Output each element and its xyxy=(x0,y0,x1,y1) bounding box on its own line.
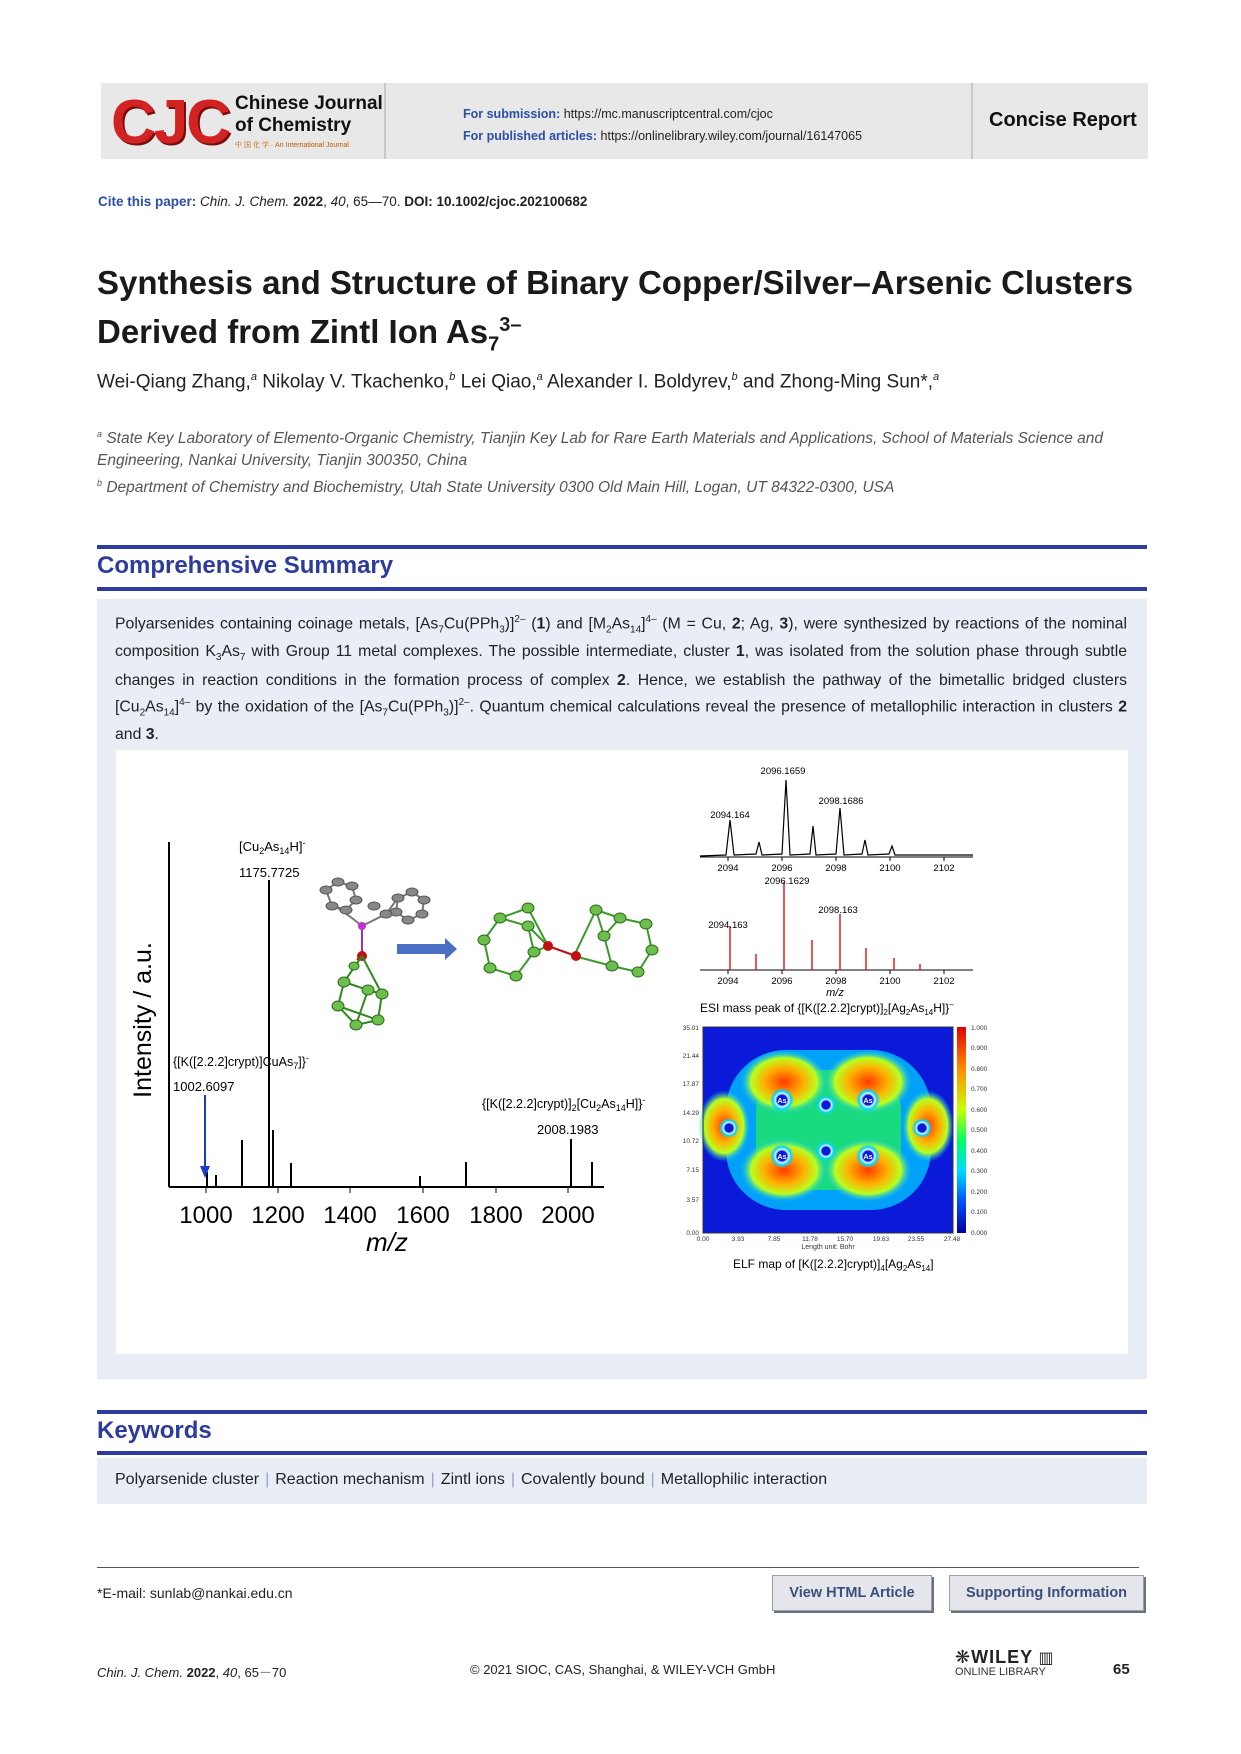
elf-y-ticks xyxy=(683,1025,700,1237)
cite-year: 2022 xyxy=(293,194,324,209)
svg-text:0.400: 0.400 xyxy=(971,1148,988,1155)
section-rule-top xyxy=(97,545,1147,549)
svg-text:0.100: 0.100 xyxy=(971,1209,988,1216)
svg-text:21.44: 21.44 xyxy=(682,1053,699,1060)
iso-sim-plot xyxy=(700,876,973,999)
svg-text:11.78: 11.78 xyxy=(802,1236,818,1243)
author[interactable]: Alexander I. Boldyrev, xyxy=(547,371,732,393)
submission-label: For submission: xyxy=(463,107,561,121)
author-aff: a xyxy=(250,371,257,383)
keywords-heading: Keywords xyxy=(97,1417,212,1444)
iso-tick: 2098 xyxy=(825,863,847,874)
peak1-formula: $[Cu_2As_{14}H]^-$ xyxy=(239,838,306,856)
iso-tick: 2096 xyxy=(771,863,793,874)
author[interactable]: Lei Qiao, xyxy=(460,371,537,393)
affiliation-text: State Key Laboratory of Elemento-Organic Chemistry, Tianjin Key Lab for Rare Earth Materials and Applications, School of Materials Science and Engineering, Nankai University, Tianjin 300350, China xyxy=(97,430,1103,470)
elf-atom-label: As xyxy=(863,1098,873,1105)
article-type: Concise Report xyxy=(989,109,1137,131)
affiliation-mark: b xyxy=(97,478,103,489)
ms-x-label: m/z xyxy=(366,1227,408,1257)
svg-text:0.500: 0.500 xyxy=(971,1127,988,1134)
affiliation-mark: a xyxy=(97,429,103,439)
graphical-abstract-svg xyxy=(116,750,1128,1354)
elf-atom-label: As xyxy=(863,1154,873,1161)
copyright: © 2021 SIOC, CAS, Shanghai, & WILEY-VCH GmbH xyxy=(470,1662,776,1677)
cite-doi[interactable]: DOI: 10.1002/cjoc.202100682 xyxy=(404,194,588,209)
peak3-mz: 2008.1983 xyxy=(537,1122,599,1137)
author-aff: b xyxy=(449,371,456,383)
title-sup: 3– xyxy=(499,314,522,336)
elf-caption: ELF map of $[K([2.2.2]crypt)]_4[Ag_2As_{14}]$ xyxy=(733,1257,934,1273)
elf-x-ticks xyxy=(697,1236,961,1243)
journal-name-line1: Chinese Journal xyxy=(235,93,383,114)
iso-tick: 2098 xyxy=(825,976,847,987)
cite-line: Cite this paper: Chin. J. Chem. 2022, 40, 65—70. DOI: 10.1002/cjoc.202100682 xyxy=(98,194,588,209)
footer-pages: , 65－70 xyxy=(237,1665,287,1680)
molecule-cu2as14 xyxy=(478,903,658,981)
author-list xyxy=(97,371,939,393)
ms-tick-label: 1600 xyxy=(396,1202,450,1229)
svg-text:0.000: 0.000 xyxy=(971,1230,988,1237)
svg-text:7.85: 7.85 xyxy=(767,1236,781,1243)
cite-volume: 40 xyxy=(330,194,346,209)
footer-citation: Chin. J. Chem. 2022, 40, 65－70 xyxy=(97,1665,287,1680)
publisher-sub: ONLINE LIBRARY xyxy=(955,1666,1046,1678)
summary-box xyxy=(97,599,1147,1379)
elf-atom-label: As xyxy=(777,1098,787,1105)
svg-text:35.01: 35.01 xyxy=(682,1025,699,1032)
author-aff: b xyxy=(731,371,738,383)
iso-tick: 2094 xyxy=(717,863,739,874)
footer-rule xyxy=(97,1567,1139,1568)
supporting-info-button[interactable]: Supporting Information xyxy=(949,1575,1144,1611)
peak1-mz: 1175.7725 xyxy=(239,865,300,880)
svg-text:0.00: 0.00 xyxy=(696,1236,710,1243)
affiliation-b xyxy=(97,472,1147,499)
keyword[interactable]: Polyarsenide cluster xyxy=(115,1471,260,1488)
keyword-separator: | xyxy=(650,1471,655,1488)
elf-atom-label: As xyxy=(777,1154,787,1161)
svg-text:7.15: 7.15 xyxy=(686,1167,699,1174)
article-title xyxy=(97,262,1157,366)
footer-year: 2022 xyxy=(186,1665,216,1680)
graphical-abstract xyxy=(116,750,1128,1354)
svg-text:27.48: 27.48 xyxy=(943,1236,961,1243)
peak2-mz: 1002.6097 xyxy=(173,1079,235,1094)
author-aff: a xyxy=(933,371,940,383)
author-aff: a xyxy=(536,371,543,383)
logo-mark: CJC xyxy=(111,88,230,157)
svg-text:0.900: 0.900 xyxy=(971,1045,988,1052)
journal-name-line2: of Chemistry xyxy=(235,115,352,136)
iso-sim-label: 2096.1629 xyxy=(764,876,810,887)
ms-tick-label: 1000 xyxy=(179,1202,233,1229)
published-label: For published articles: xyxy=(463,129,598,143)
svg-text:1.000: 1.000 xyxy=(971,1025,988,1032)
svg-text:0.700: 0.700 xyxy=(971,1086,988,1093)
iso-sim-label: 2098.163 xyxy=(818,905,858,916)
author[interactable]: Wei-Qiang Zhang, xyxy=(97,371,251,393)
title-line2-text: Derived from Zintl Ion As xyxy=(97,313,489,350)
elf-map xyxy=(683,1025,988,1273)
author[interactable]: and Zhong-Ming Sun*, xyxy=(742,371,934,393)
footer-journal: Chin. J. Chem. xyxy=(97,1665,183,1680)
journal-subtitle: 中 国 化 学 · An International Journal xyxy=(235,142,349,149)
peak2-formula: {[K([2.2.2]crypt)]CuAs$_7$]}- xyxy=(173,1053,309,1071)
keywords-box xyxy=(97,1458,1147,1504)
journal-header xyxy=(101,83,1148,159)
affiliation-text: Department of Chemistry and Biochemistry, Utah State University 0300 Old Main Hill, Logan, UT 84322-0300, USA xyxy=(106,479,895,497)
footer-volume: 40 xyxy=(222,1665,238,1680)
svg-text:15.70: 15.70 xyxy=(836,1236,854,1243)
svg-text:10.72: 10.72 xyxy=(682,1138,699,1145)
iso-exp-plot xyxy=(700,766,973,874)
title-sub: 7 xyxy=(488,333,500,356)
publisher-name: WILEY xyxy=(971,1647,1034,1667)
keyword-list xyxy=(115,1471,827,1489)
elf-colorbar xyxy=(957,1027,966,1233)
ms-y-label: Intensity / a.u. xyxy=(129,942,157,1098)
reaction-arrow xyxy=(397,938,457,960)
wiley-icon: ❋ xyxy=(955,1647,972,1667)
published-link[interactable]: https://onlinelibrary.wiley.com/journal/16147065 xyxy=(600,129,863,143)
view-html-button[interactable]: View HTML Article xyxy=(772,1575,932,1611)
svg-text:0.800: 0.800 xyxy=(971,1066,988,1073)
affiliations xyxy=(97,423,1147,499)
header-links xyxy=(463,103,862,147)
svg-text:14.29: 14.29 xyxy=(682,1110,699,1117)
keyword-separator: | xyxy=(265,1471,270,1488)
iso-sim-bars xyxy=(730,882,920,970)
iso-tick: 2102 xyxy=(933,976,955,987)
iso-tick: 2102 xyxy=(933,863,955,874)
iso-tick: 2100 xyxy=(879,976,901,987)
section-rule-bottom xyxy=(97,1451,1147,1455)
ms-ticks xyxy=(179,1187,594,1229)
iso-tick: 2100 xyxy=(879,863,901,874)
iso-tick: 2094 xyxy=(717,976,739,987)
submission-link[interactable]: https://mc.manuscriptcentral.com/cjoc xyxy=(563,107,773,121)
iso-sim-label: 2094.163 xyxy=(708,920,748,931)
cite-label: Cite this paper: xyxy=(98,194,197,209)
title-line2 xyxy=(97,304,1157,366)
svg-text:0.600: 0.600 xyxy=(971,1107,988,1114)
wiley-logo[interactable] xyxy=(955,1647,1055,1678)
section-rule-bottom xyxy=(97,587,1147,591)
header-divider xyxy=(971,83,973,159)
esi-caption: ESI mass peak of $\{[K([2.2.2]crypt)]_2[Ag_2As_{14}H]\}^-$ xyxy=(700,1000,954,1017)
keyword[interactable]: Covalently bound xyxy=(520,1471,645,1488)
keyword[interactable]: Zintl ions xyxy=(440,1471,505,1488)
keyword[interactable]: Reaction mechanism xyxy=(275,1471,425,1488)
iso-exp-label: 2098.1686 xyxy=(818,796,864,807)
keyword[interactable]: Metallophilic interaction xyxy=(660,1471,828,1488)
cite-pages: , 65—70. xyxy=(345,194,401,209)
ms-arrow-head xyxy=(200,1166,210,1178)
svg-text:3.93: 3.93 xyxy=(731,1236,745,1243)
ms-tick-label: 1200 xyxy=(251,1202,305,1229)
svg-text:19.63: 19.63 xyxy=(872,1236,890,1243)
peak3-formula: $\{[K([2.2.2]crypt)]_2[Cu_2As_{14}H]\}^-$ xyxy=(482,1095,646,1113)
svg-text:0.00: 0.00 xyxy=(686,1230,699,1237)
svg-text:3.57: 3.57 xyxy=(686,1197,699,1204)
summary-heading: Comprehensive Summary xyxy=(97,552,394,579)
summary-text: Polyarsenides containing coinage metals, $[As_7Cu(PPh_3)]^{2-}$ (1) and $[M_2As_{14}]^{4-}$ (M = Cu, 2; Ag, 3), were synthesized by reactions of the nominal composition $K_3As_7$ with Group 11 metal complexes. The possible intermediate, cluster 1, was isolated from the solution phase through subtle changes in reaction conditions in the formation process of complex 2. Hence, we establish the pathway of the bimetallic bridged clusters $[Cu_2As_{14}]^{4-}$ by the oxidation of the $[As_7Cu(PPh_3)]^{2-}$. Quantum chemical calculations reveal the presence of metallophilic interaction in clusters 2 and 3. xyxy=(115,614,1127,743)
svg-text:17.87: 17.87 xyxy=(682,1081,699,1088)
ms-tick-label: 1800 xyxy=(469,1202,523,1229)
iso-xlabel: m/z xyxy=(826,987,844,999)
iso-tick: 2096 xyxy=(771,976,793,987)
corresponding-email[interactable]: *E-mail: sunlab@nankai.edu.cn xyxy=(97,1585,293,1601)
ms-tick-label: 2000 xyxy=(541,1202,595,1229)
affiliation-a xyxy=(97,423,1147,472)
author[interactable]: Nikolay V. Tkachenko, xyxy=(262,371,450,393)
elf-colorbar-ticks xyxy=(971,1025,988,1237)
section-rule-top xyxy=(97,1410,1147,1414)
journal-logo xyxy=(101,83,386,159)
iso-exp-label: 2096.1659 xyxy=(760,766,806,777)
svg-text:0.200: 0.200 xyxy=(971,1189,988,1196)
svg-text:23.55: 23.55 xyxy=(907,1236,925,1243)
library-icon: ▥ xyxy=(1033,1650,1055,1667)
keyword-separator: | xyxy=(430,1471,435,1488)
title-line1: Synthesis and Structure of Binary Copper/Silver–Arsenic Clusters xyxy=(97,264,1134,301)
page-number: 65 xyxy=(1113,1661,1130,1678)
svg-text:0.300: 0.300 xyxy=(971,1168,988,1175)
ms-tick-label: 1400 xyxy=(323,1202,377,1229)
elf-x-label: Length unit: Bohr xyxy=(801,1244,855,1251)
iso-exp-label: 2094.164 xyxy=(710,810,750,821)
cite-journal: Chin. J. Chem. xyxy=(200,194,290,209)
keyword-separator: | xyxy=(510,1471,515,1488)
